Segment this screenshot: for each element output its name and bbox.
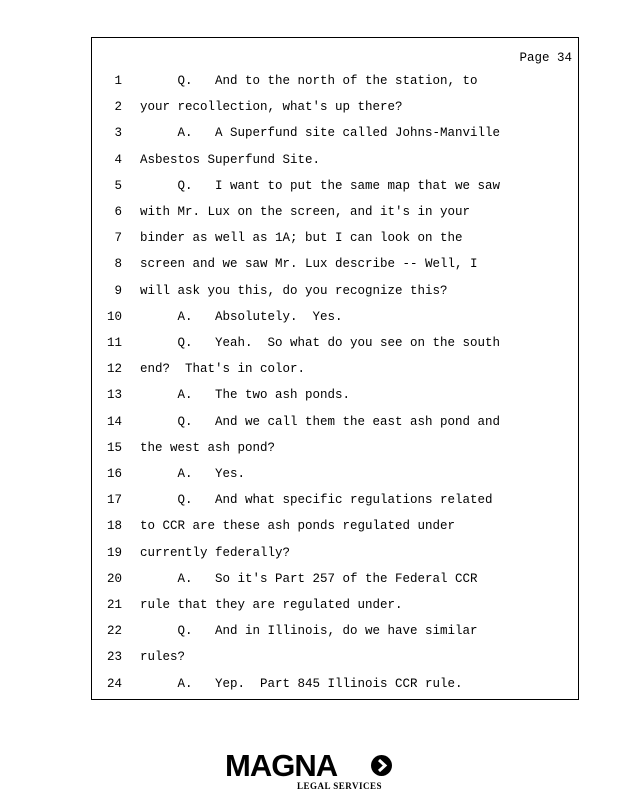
page-number: Page 34 (519, 51, 572, 65)
line-text: A. A Superfund site called Johns-Manville (140, 126, 501, 141)
chevron-right-circle-icon (371, 755, 392, 776)
line-number: 15 (106, 440, 122, 455)
line-number: 11 (106, 336, 122, 350)
line-text: A. Yes. (140, 467, 246, 481)
line-number: 7 (114, 231, 122, 246)
transcript-line (92, 176, 578, 196)
logo-wordmark: MAGNA (225, 748, 338, 783)
transcript-line (92, 228, 578, 248)
transcript-line (92, 490, 578, 510)
line-text: with Mr. Lux on the screen, and it's in your (140, 205, 471, 219)
line-number: 16 (106, 467, 122, 481)
line-text: currently federally? (140, 545, 291, 560)
transcript-line (92, 516, 578, 536)
line-number: 6 (114, 205, 122, 219)
line-text: Q. Yeah. So what do you see on the south (140, 336, 501, 350)
line-number: 4 (114, 152, 122, 167)
transcript-line (92, 150, 578, 170)
line-text: Q. And what specific regulations related (140, 493, 493, 508)
line-number: 17 (106, 493, 122, 508)
line-number: 3 (114, 126, 122, 141)
line-text: binder as well as 1A; but I can look on the (140, 231, 463, 246)
line-text: rules? (140, 650, 186, 665)
transcript-line (92, 543, 578, 563)
transcript-line (92, 412, 578, 432)
line-text: your recollection, what's up there? (140, 100, 403, 115)
line-number: 2 (114, 100, 122, 115)
transcript-line (92, 333, 578, 353)
line-number: 9 (114, 283, 122, 298)
line-text: screen and we saw Mr. Lux describe -- Well, I (140, 257, 478, 272)
transcript-line (92, 464, 578, 484)
transcript-line (92, 254, 578, 274)
transcript-line (92, 621, 578, 641)
transcript-line (92, 569, 578, 589)
line-number: 18 (106, 519, 122, 534)
line-text: to CCR are these ash ponds regulated under (140, 519, 456, 534)
line-text: the west ash pond? (140, 440, 276, 455)
line-number: 10 (106, 309, 122, 324)
line-text: Q. I want to put the same map that we saw (140, 178, 501, 193)
transcript-line (92, 123, 578, 143)
line-text: rule that they are regulated under. (140, 598, 403, 612)
logo-tagline: LEGAL SERVICES (297, 781, 382, 791)
line-text: Q. And we call them the east ash pond and (140, 414, 501, 429)
line-number: 24 (106, 676, 122, 691)
line-number: 20 (106, 571, 122, 586)
line-number: 19 (106, 545, 122, 560)
line-text: Asbestos Superfund Site. (140, 152, 321, 167)
line-text: end? That's in color. (140, 362, 306, 377)
transcript-line (92, 97, 578, 117)
line-text: A. So it's Part 257 of the Federal CCR (140, 571, 478, 586)
transcript-page (91, 37, 579, 700)
transcript-line (92, 202, 578, 222)
transcript-line (92, 674, 578, 694)
line-number: 23 (106, 650, 122, 665)
line-number: 21 (106, 598, 122, 612)
line-number: 5 (114, 178, 122, 193)
line-number: 12 (106, 362, 122, 377)
line-text: Q. And in Illinois, do we have similar (140, 624, 478, 639)
line-number: 14 (106, 414, 122, 429)
transcript-line (92, 385, 578, 405)
line-number: 13 (106, 388, 122, 403)
line-text: A. Yep. Part 845 Illinois CCR rule. (140, 676, 463, 691)
line-text: Q. And to the north of the station, to (140, 74, 478, 88)
line-number: 8 (114, 257, 122, 272)
line-text: A. The two ash ponds. (140, 388, 351, 403)
line-text: A. Absolutely. Yes. (140, 309, 343, 324)
transcript-line (92, 71, 578, 91)
transcript-line (92, 307, 578, 327)
transcript-line (92, 438, 578, 458)
transcript-line (92, 647, 578, 667)
transcript-line (92, 281, 578, 301)
transcript-line (92, 359, 578, 379)
transcript-line (92, 595, 578, 615)
line-text: will ask you this, do you recognize this? (140, 283, 448, 298)
line-number: 22 (106, 624, 122, 639)
line-number: 1 (114, 74, 122, 88)
magna-logo (225, 748, 395, 792)
